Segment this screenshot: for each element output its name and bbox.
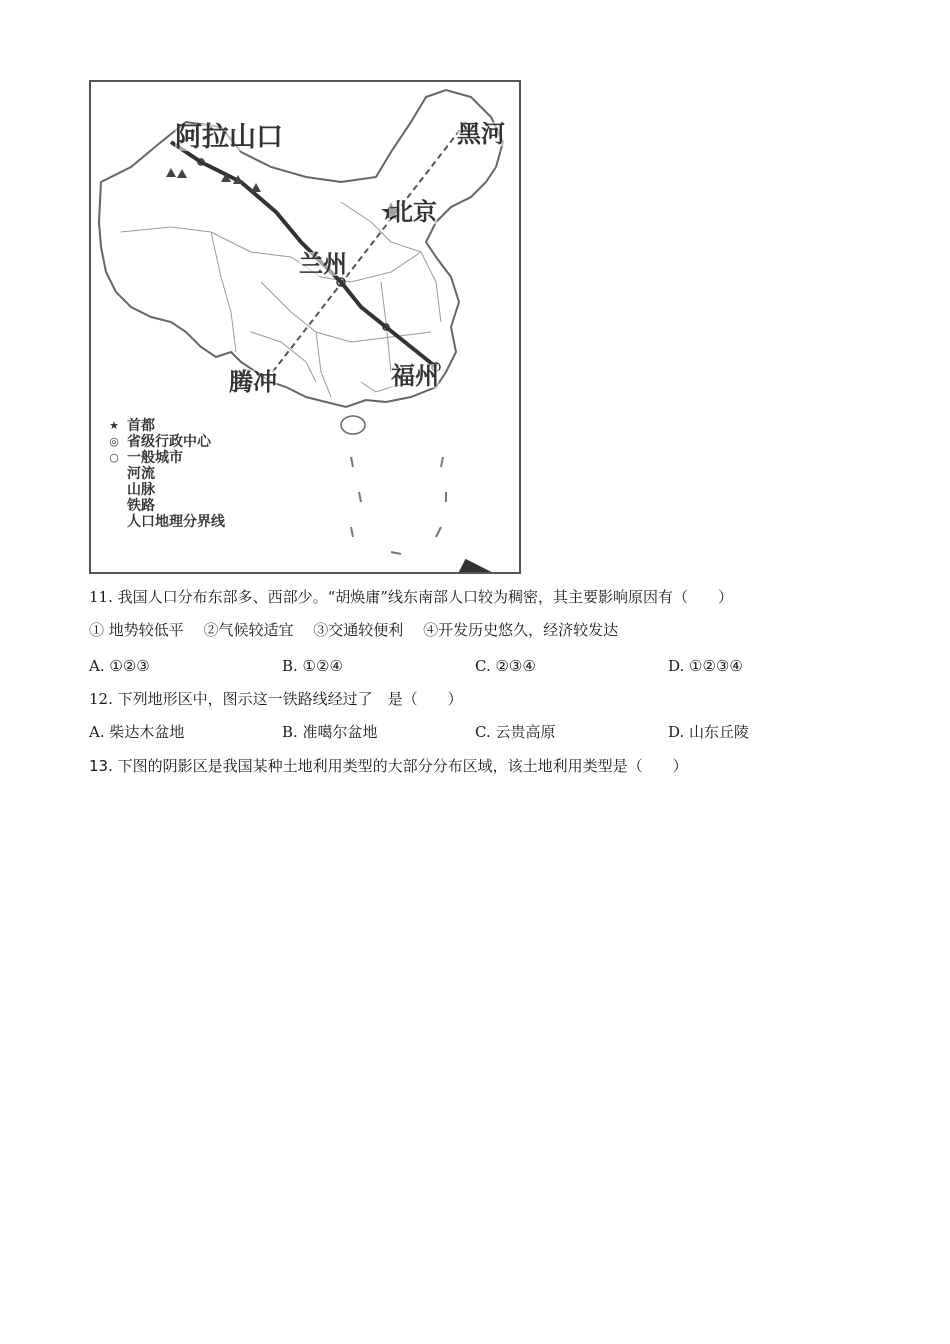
circle-icon: ○: [109, 450, 119, 464]
double-circle-icon: ◎: [109, 434, 119, 448]
legend-item-capital: ★ 首都: [101, 417, 225, 433]
label-fuzhou: 福州: [391, 362, 439, 390]
q12-option-d[interactable]: D. 山东丘陵: [668, 723, 750, 741]
q12-option-c[interactable]: C. 云贵高原: [475, 723, 556, 741]
label-lanzhou: 兰州: [299, 250, 347, 278]
label-alashankou: 阿拉山口: [175, 122, 283, 153]
q11-stem: 11. 我国人口分布东部多、西部少。“胡焕庸”线东南部人口较为稠密，其主要影响原因有（ ）: [89, 588, 733, 606]
q11-statements: ① 地势较低平 ②气候较适宜 ③交通较便利 ④开发历史悠久，经济较发达: [89, 621, 619, 639]
legend-item-railway: 铁路: [127, 498, 155, 514]
label-beijing: 北京: [389, 198, 437, 226]
q13-stem: 13. 下图的阴影区是我国某种土地利用类型的大部分分布区域，该土地利用类型是（ ）: [89, 757, 688, 775]
legend-item-river: 河流: [101, 465, 225, 481]
country-outline: [99, 90, 503, 407]
q12-stem: 12. 下列地形区中，图示这一铁路线经过了 是（ ）: [89, 690, 463, 708]
label-heihe: 黑河: [457, 120, 505, 148]
map-legend: [101, 417, 225, 529]
star-icon: ★: [109, 418, 119, 432]
legend-item-mountain: 山脉: [101, 481, 225, 497]
q11-option-b[interactable]: B. ①②④: [282, 657, 343, 675]
china-railway-map: [89, 80, 521, 574]
q12-option-b[interactable]: B. 准噶尔盆地: [282, 723, 378, 741]
q11-option-a[interactable]: A. ①②③: [89, 657, 150, 675]
legend-item-boundary: 人口地理分界线: [127, 514, 225, 530]
q12-option-a[interactable]: A. 柴达木盆地: [89, 723, 185, 741]
legend-item-provincial-center: ◎ 省级行政中心: [101, 433, 225, 449]
q11-option-d[interactable]: D. ①②③④: [668, 657, 743, 675]
q11-options: [89, 656, 849, 676]
q12-options: [89, 722, 849, 742]
label-tengchong: 腾冲: [229, 368, 277, 396]
legend-item-city: ○ 一般城市: [101, 449, 225, 465]
q11-option-c[interactable]: C. ②③④: [475, 657, 536, 675]
